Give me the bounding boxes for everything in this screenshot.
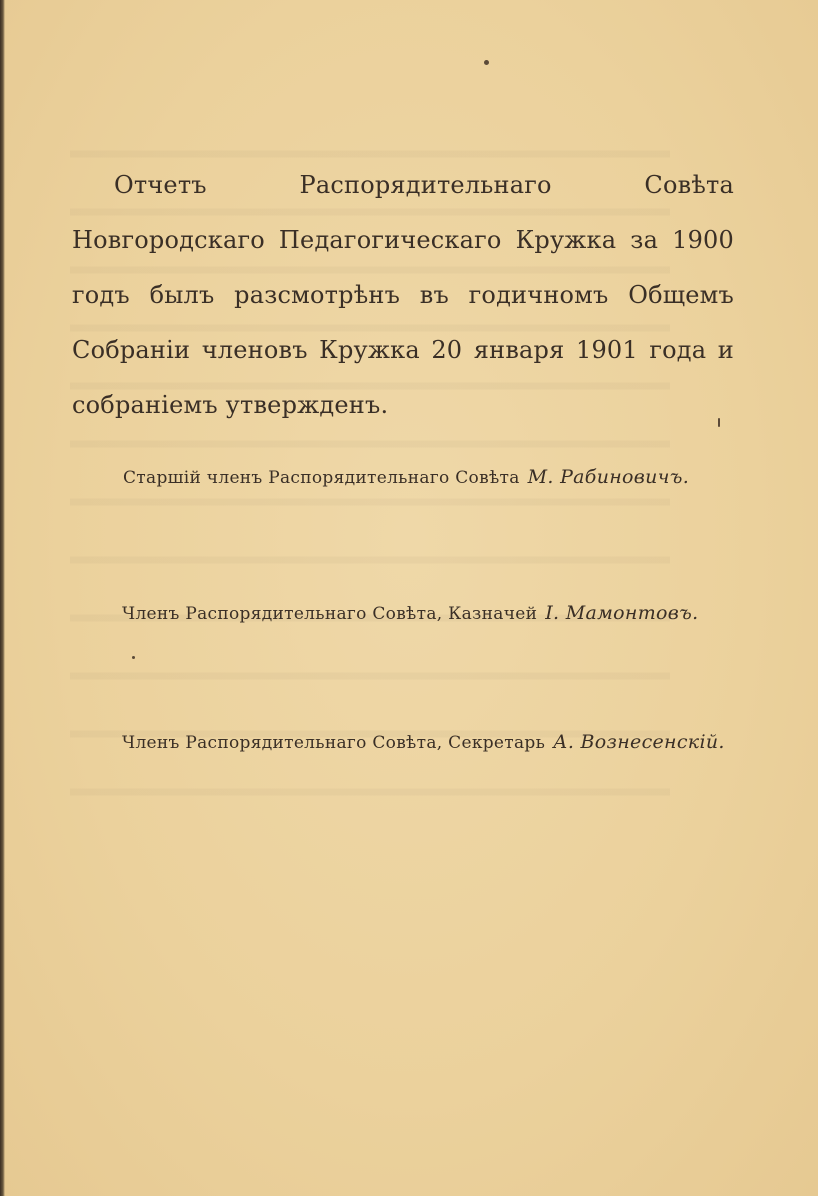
signature-secretary — [122, 731, 725, 753]
signature-treasurer — [122, 602, 698, 624]
report-approval-paragraph: Отчетъ Распорядительнаго Совѣта Новгородскаго Педагогическаго Кружка за 1900 годъ былъ разсмотрѣнъ въ годичномъ Общемъ Собраніи членовъ Кружка 20 января 1901 года и собраніемъ утвержденъ. — [72, 171, 734, 419]
signature-name: А. Вознесенскій. — [553, 731, 725, 753]
signature-senior-member — [123, 466, 689, 488]
page-edge — [0, 0, 5, 1196]
signature-name: М. Рабиновичъ. — [527, 466, 690, 488]
ink-speck — [132, 656, 135, 659]
signature-role: Старшій членъ Распорядительнаго Совѣта — [123, 468, 520, 488]
signature-name: І. Мамонтовъ. — [545, 602, 699, 624]
signature-role: Членъ Распорядительнаго Совѣта, Казначей — [122, 604, 538, 624]
ink-speck — [484, 60, 489, 65]
signature-role: Членъ Распорядительнаго Совѣта, Секретарь — [122, 733, 546, 753]
